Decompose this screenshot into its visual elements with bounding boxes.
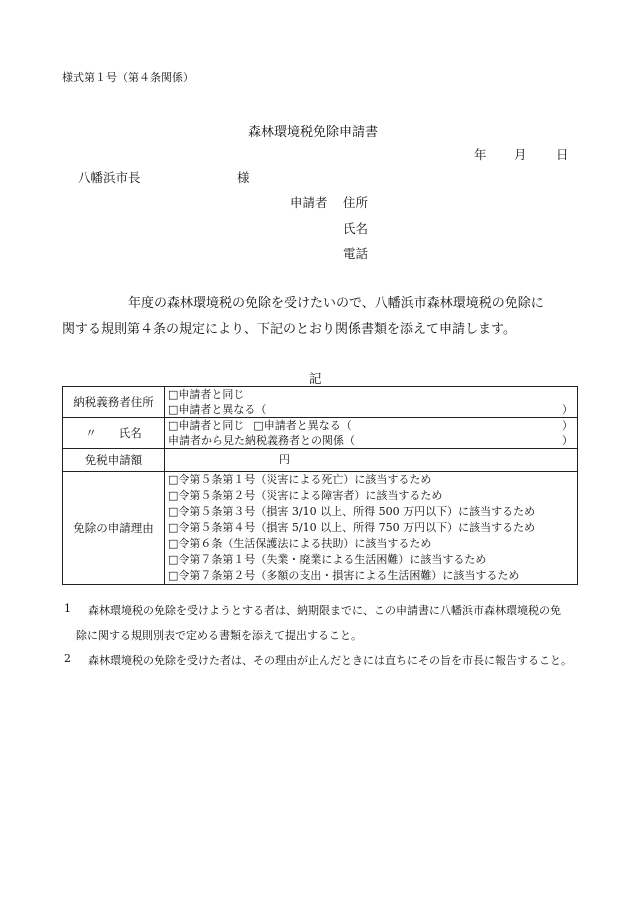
amount-unit: 円	[279, 453, 290, 466]
relation-field[interactable]: 申請者から見た納税義務者との関係（	[168, 434, 355, 447]
addressee-name: 八幡浜市長	[78, 170, 141, 185]
amount-label: 免税申請額	[63, 449, 165, 472]
address-same-checkbox[interactable]: □申請者と同じ	[168, 388, 245, 401]
reason-checkbox[interactable]: □令第７条第１号（失業・廃業による生活困難）に該当するため	[168, 553, 487, 566]
relation-close: ）	[562, 434, 573, 447]
reason-checkbox[interactable]: □令第５条第３号（損害 3/10 以上、所得 500 万円以下）に該当するため	[168, 505, 536, 518]
note-1-line-2: 除に関する規則別表で定める書類を添えて提出すること。	[76, 629, 362, 642]
address-different-close: ）	[562, 403, 573, 416]
date-month: 月	[514, 147, 527, 162]
reason-checkbox[interactable]: □令第５条第４号（損害 5/10 以上、所得 750 万円以下）に該当するため	[168, 521, 536, 534]
reasons-label: 免除の申請理由	[63, 472, 165, 585]
body-line-1: 年度の森林環境税の免除を受けたいので、八幡浜市森林環境税の免除に	[128, 296, 544, 311]
amount-row	[63, 449, 578, 472]
reasons-row	[63, 472, 578, 585]
applicant-address-label: 住所	[343, 195, 369, 210]
taxpayer-address-label: 納税義務者住所	[63, 387, 165, 418]
note-2-text: 森林環境税の免除を受けた者は、その理由が止んだときには直ちにその旨を市長に報告すること。	[88, 654, 572, 667]
ditto-mark: 〃	[85, 426, 97, 440]
name-same-checkbox[interactable]: □申請者と同じ	[168, 419, 245, 432]
applicant-label: 申請者	[290, 195, 328, 210]
date-day: 日	[556, 147, 569, 162]
taxpayer-name-label	[63, 418, 165, 449]
note-2-number: 2	[64, 652, 71, 665]
taxpayer-name-options	[165, 418, 578, 449]
body-line-2: 関する規則第４条の規定により、下記のとおり関係書類を添えて申請します。	[62, 322, 516, 337]
reason-checkbox[interactable]: □令第７条第２号（多額の支出・損害による生活困難）に該当するため	[168, 569, 520, 582]
note-1-number: 1	[64, 602, 71, 615]
ki-heading: 記	[309, 371, 322, 386]
addressee-honorific: 様	[237, 170, 250, 185]
form-number: 様式第１号（第４条関係）	[62, 71, 194, 84]
reasons-options	[165, 472, 578, 585]
date-year: 年	[474, 147, 487, 162]
reason-checkbox[interactable]: □令第５条第１号（災害による死亡）に該当するため	[168, 473, 432, 486]
taxpayer-address-options	[165, 387, 578, 418]
page-title: 森林環境税免除申請書	[248, 125, 379, 140]
note-1-line-1: 森林環境税の免除を受けようとする者は、納期限までに、この申請書に八幡浜市森林環境税の免	[88, 604, 561, 617]
applicant-name-label: 氏名	[343, 221, 369, 236]
name-different-close: ）	[562, 419, 573, 432]
taxpayer-name-row	[63, 418, 578, 449]
application-table	[62, 386, 578, 585]
taxpayer-address-row	[63, 387, 578, 418]
address-different-checkbox[interactable]: □申請者と異なる（	[168, 403, 267, 416]
taxpayer-name-text: 氏名	[118, 426, 142, 440]
reason-checkbox[interactable]: □令第６条（生活保護法による扶助）に該当するため	[168, 537, 432, 550]
amount-field[interactable]	[165, 449, 578, 472]
name-different-checkbox[interactable]: □申請者と異なる（	[253, 419, 352, 432]
reason-checkbox[interactable]: □令第５条第２号（災害による障害者）に該当するため	[168, 489, 443, 502]
applicant-phone-label: 電話	[343, 246, 369, 261]
